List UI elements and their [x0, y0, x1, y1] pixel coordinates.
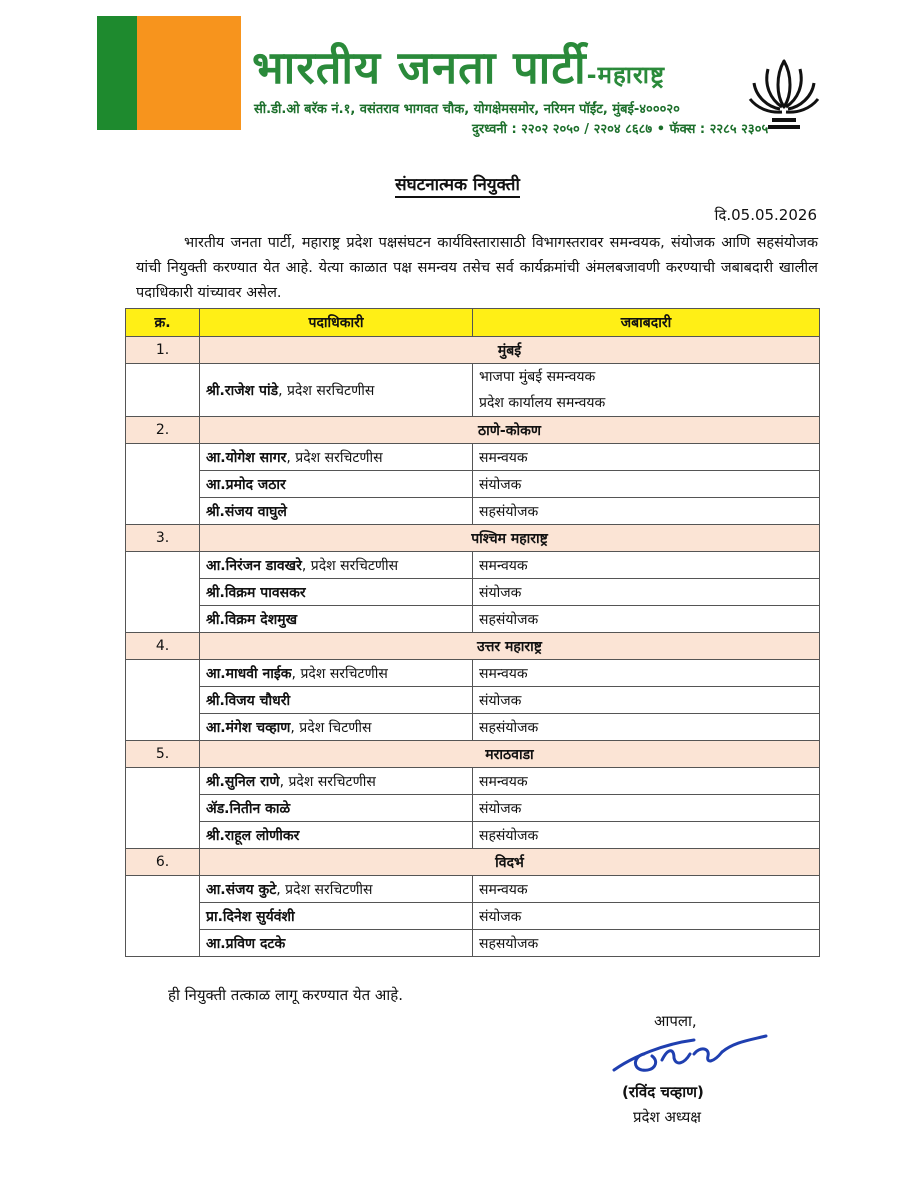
official-cell: [200, 768, 473, 795]
blank-cell: [126, 552, 200, 633]
responsibility-cell: संयोजक: [473, 579, 820, 606]
table-row: [126, 579, 820, 606]
official-post: , प्रदेश सरचिटणीस: [301, 557, 399, 574]
responsibility-cell: सहसंयोजक: [473, 498, 820, 525]
official-cell: [200, 606, 473, 633]
lotus-icon: [748, 55, 820, 135]
responsibility-cell: संयोजक: [473, 687, 820, 714]
blank-cell: [126, 660, 200, 741]
region-name: ठाणे-कोकण: [200, 417, 820, 444]
official-post: , प्रदेश सरचिटणीस: [276, 881, 373, 898]
official-name: ॲड.नितीन काळे: [206, 800, 291, 817]
official-cell: [200, 714, 473, 741]
official-cell: [200, 903, 473, 930]
yours-sincerely: आपला,: [654, 1012, 697, 1030]
signer-title: प्रदेश अध्यक्ष: [633, 1108, 702, 1126]
responsibility-cell: समन्वयक: [473, 660, 820, 687]
official-name: श्री.संजय वाघुले: [206, 503, 287, 520]
flag-green-band: [97, 16, 137, 130]
official-name: आ.प्रमोद जठार: [206, 476, 286, 493]
responsibility-cell: सहसंयोजक: [473, 714, 820, 741]
official-post: , प्रदेश सरचिटणीस: [286, 449, 383, 466]
official-cell: [200, 552, 473, 579]
responsibility-cell: समन्वयक: [473, 876, 820, 903]
table-row: [126, 795, 820, 822]
signature-image: [604, 1018, 774, 1088]
table-row: [126, 768, 820, 795]
party-name-main: भारतीय जनता पार्टी: [252, 41, 587, 94]
official-name: आ.संजय कुटे: [206, 881, 277, 898]
responsibility-cell: संयोजक: [473, 903, 820, 930]
table-row: [126, 444, 820, 471]
signer-name: (रविंद चव्हाण): [622, 1083, 704, 1101]
region-row: [126, 337, 820, 364]
region-row: [126, 525, 820, 552]
official-name: श्री.विजय चौधरी: [206, 692, 291, 709]
party-phone: दुरध्वनी : २२०२ २०५० / २२०४ ८६८७ • फॅक्स : २२८५ २३०५: [472, 122, 769, 137]
blank-cell: [126, 876, 200, 957]
official-name: आ.मंगेश चव्हाण: [206, 719, 291, 736]
table-row: [126, 903, 820, 930]
region-number: 4.: [126, 633, 200, 660]
official-name: श्री.सुनिल राणे: [206, 773, 280, 790]
header-responsibility: जबाबदारी: [473, 309, 820, 337]
official-cell: [200, 660, 473, 687]
table-row: [126, 660, 820, 687]
region-row: [126, 633, 820, 660]
region-name: विदर्भ: [200, 849, 820, 876]
party-flag: [97, 16, 241, 130]
appointments-table: [125, 308, 820, 957]
flag-saffron-band: [137, 16, 241, 130]
official-post: , प्रदेश सरचिटणीस: [279, 773, 376, 790]
official-name: श्री.राजेश पांडे: [206, 382, 279, 399]
official-post: , प्रदेश सरचिटणीस: [278, 382, 375, 399]
responsibility-text: भाजपा मुंबई समन्वयक: [479, 369, 596, 385]
official-cell: [200, 579, 473, 606]
official-name: श्री.विक्रम पावसकर: [206, 584, 306, 601]
official-name: आ.योगेश सागर: [206, 449, 287, 466]
official-cell: [200, 444, 473, 471]
official-cell: [200, 471, 473, 498]
responsibility-cell: संयोजक: [473, 471, 820, 498]
blank-cell: [126, 768, 200, 849]
official-cell: [200, 930, 473, 957]
official-post: , प्रदेश सरचिटणीस: [291, 665, 388, 682]
responsibility-cell: सहसंयोजक: [473, 822, 820, 849]
region-row: [126, 741, 820, 768]
official-cell: [200, 795, 473, 822]
official-cell: [200, 498, 473, 525]
responsibility-cell: समन्वयक: [473, 552, 820, 579]
table-row: [126, 498, 820, 525]
table-row: [126, 364, 820, 417]
region-number: 1.: [126, 337, 200, 364]
table-row: [126, 471, 820, 498]
responsibility-cell: सहसयोजक: [473, 930, 820, 957]
official-cell: [200, 364, 473, 417]
table-row: [126, 606, 820, 633]
header-number: क्र.: [126, 309, 200, 337]
responsibility-cell: सहसंयोजक: [473, 606, 820, 633]
table-row: [126, 687, 820, 714]
blank-cell: [126, 444, 200, 525]
official-name: आ.प्रविण दटके: [206, 935, 286, 952]
party-address: सी.डी.ओ बरॅक नं.१, वसंतराव भागवत चौक, योगक्षेमसमोर, नरिमन पॉईंट, मुंबई-४०००२०: [254, 102, 680, 117]
blank-cell: [126, 364, 200, 417]
party-name-suffix: -महाराष्ट्र: [586, 61, 665, 89]
region-number: 6.: [126, 849, 200, 876]
header-official: पदाधिकारी: [200, 309, 473, 337]
region-number: 3.: [126, 525, 200, 552]
table-header-row: [126, 309, 820, 337]
official-cell: [200, 876, 473, 903]
region-row: [126, 417, 820, 444]
official-cell: [200, 687, 473, 714]
official-cell: [200, 822, 473, 849]
official-name: आ.निरंजन डावखरे: [206, 557, 302, 574]
region-name: मुंबई: [200, 337, 820, 364]
table-row: [126, 552, 820, 579]
responsibility-cell: संयोजक: [473, 795, 820, 822]
document-date: दि.05.05.2026: [714, 206, 817, 224]
region-name: उत्तर महाराष्ट्र: [200, 633, 820, 660]
table-row: [126, 876, 820, 903]
responsibility-cell: समन्वयक: [473, 444, 820, 471]
responsibility-cell: समन्वयक: [473, 768, 820, 795]
table-row: [126, 930, 820, 957]
party-name: [252, 36, 665, 97]
official-name: श्री.विक्रम देशमुख: [206, 611, 298, 628]
official-post: , प्रदेश चिटणीस: [290, 719, 372, 736]
region-number: 5.: [126, 741, 200, 768]
table-row: [126, 822, 820, 849]
official-name: श्री.राहूल लोणीकर: [206, 827, 300, 844]
region-number: 2.: [126, 417, 200, 444]
official-name: आ.माधवी नाईक: [206, 665, 292, 682]
table-row: [126, 714, 820, 741]
region-name: पश्चिम महाराष्ट्र: [200, 525, 820, 552]
intro-paragraph: भारतीय जनता पार्टी, महाराष्ट्र प्रदेश पक्षसंघटन कार्यविस्तारासाठी विभागस्तरावर समन्वयक, संयोजक आणि सहसंयोजक यांची नियुक्ती करण्यात येत आहे. येत्या काळात पक्ष समन्वय तसेच सर्व कार्यक्रमांची अंमलबजावणी करण्याची जबाबदारी खालील पदाधिकारी यांच्यावर असेल.: [136, 235, 818, 301]
region-row: [126, 849, 820, 876]
responsibility-text-2: प्रदेश कार्यालय समन्वयक: [479, 395, 606, 411]
document-title: [0, 172, 915, 195]
responsibility-cell: [473, 364, 820, 417]
document-title-text: संघटनात्मक नियुक्ती: [395, 175, 520, 198]
official-name: प्रा.दिनेश सुर्यवंशी: [206, 908, 295, 925]
region-name: मराठवाडा: [200, 741, 820, 768]
closing-note: ही नियुक्ती तत्काळ लागू करण्यात येत आहे.: [168, 986, 403, 1004]
